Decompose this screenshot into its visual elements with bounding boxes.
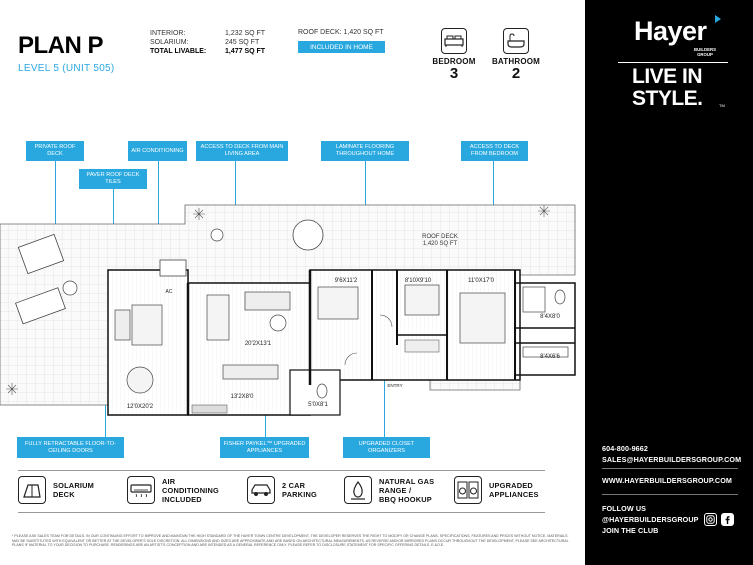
sales-email[interactable]: SALES@HAYERBUILDERSGROUP.COM (602, 455, 742, 464)
roof-deck-size: 1,420 SQ FT (422, 241, 458, 247)
callout-retractable-doors: FULLY RETRACTABLE FLOOR-TO-CEILING DOORS (17, 437, 124, 458)
area-value: 1,477 SQ FT (225, 48, 266, 55)
feature-text: PARKING (282, 490, 317, 499)
car-icon (247, 476, 275, 504)
brand-sub-line: GROUP (697, 52, 713, 57)
callout-closet: UPGRADED CLOSET ORGANIZERS (343, 437, 430, 458)
area-row-total (150, 47, 275, 56)
feature-text: UPGRADED (489, 481, 533, 490)
website-link[interactable]: WWW.HAYERBUILDERSGROUP.COM (602, 476, 732, 485)
included-badge: INCLUDED IN HOME (298, 41, 385, 53)
brand-sidebar (585, 0, 753, 565)
callout-access-main: ACCESS TO DECK FROM MAIN LIVING AREA (196, 141, 288, 161)
roof-deck-label: ROOF DECK (422, 234, 458, 240)
area-value: 245 SQ FT (225, 39, 260, 46)
callout-laminate: LAMINATE FLOORING THROUGHOUT HOME (321, 141, 409, 161)
feature-text: DECK (53, 490, 75, 499)
bedroom-count (431, 28, 477, 81)
social-handle[interactable]: @HAYERBUILDERSGROUP (602, 515, 699, 524)
feature-solarium (18, 476, 94, 504)
divider (602, 494, 738, 495)
area-label: INTERIOR: (150, 30, 186, 37)
area-label: TOTAL LIVABLE: (150, 48, 207, 55)
bedroom-3-dim: 11'0X17'0 (468, 278, 494, 284)
tagline-line-2: STYLE. (632, 87, 703, 110)
feature-text: 2 CAR (282, 481, 306, 490)
brand-sub-line: BUILDERS (694, 47, 716, 52)
living-dim: 20'2X13'1 (244, 341, 272, 347)
callout-private-roof-deck: PRIVATE ROOF DECK (26, 141, 84, 161)
club-link[interactable]: JOIN THE CLUB (602, 526, 659, 535)
disclaimer: * PLEASE ASK SALES TEAM FOR DETAILS. IN OUR CONTINUING EFFORT TO IMPROVE AND MAINTAIN THE HIGH STANDARD OF THE HAYER TOWN CENTRE DEVELOPMENT, THE DEVELOPER RESERVES THE RIGHT TO MODIFY OR CHANGE PLANS, SPECIFICATIONS, FEATURES AND PRICES WITHOUT NOTICE. MATERIALS MAY BE SUBSTITUTED WITH EQUIVALENT OR BETTER AT THE DEVELOPER'S SOLE DISCRETION. ALL DIMENSIONS AND SIZES ARE APPROXIMATE AND ARE BASED ON ARCHITECTURAL MEASUREMENTS. AS REVERSE AND/OR MIRRORED PLANS OCCUR THROUGHOUT THE DEVELOPMENT, PLEASE SEE ARCHITECTURAL PLANS IF MATERIAL TO YOUR DECISION TO PURCHASE. RENDERINGS ARE AN ARTIST'S CONCEPTION AND ARE INTENDED AS A GENERAL REFERENCE ONLY. PLEASE REFER TO DISCLOSURE STATEMENT FOR SPECIFIC OFFERING DETAILS. E.&O.E. (12, 534, 569, 547)
entry-label: ENTRY (387, 383, 403, 388)
solarium-icon (18, 476, 46, 504)
powder-dim: 5'0X8'1 (308, 402, 328, 408)
feature-gas-range (344, 476, 434, 504)
feature-text: APPLIANCES (489, 490, 539, 499)
bathroom-count (490, 28, 542, 81)
kitchen-dim: 13'2X8'0 (230, 394, 254, 400)
logo-triangle-icon (715, 15, 721, 23)
callout-air-conditioning: AIR CONDITIONING (128, 141, 187, 161)
bath-1-dim: 8'4X8'0 (540, 314, 560, 320)
feature-appliances (454, 476, 539, 504)
callout-paver-tiles: PAVER ROOF DECK TILES (79, 169, 147, 189)
unit-subtitle: LEVEL 5 (UNIT 505) (18, 63, 115, 74)
area-value: 1,232 SQ FT (225, 30, 266, 37)
bedroom-label: BEDROOM (432, 57, 476, 66)
feature-text: NATURAL GAS (379, 476, 435, 486)
bedroom-2-dim: 8'10X9'10 (404, 278, 432, 284)
area-row-solarium (150, 38, 275, 47)
instagram-icon[interactable] (704, 513, 717, 526)
bathroom-number: 2 (511, 65, 521, 82)
bath-2-dim: 8'4X6'6 (540, 354, 560, 360)
divider (602, 468, 738, 469)
floor-plan (0, 195, 585, 425)
facebook-icon[interactable] (721, 513, 734, 526)
bedroom-1-dim: 9'6X11'2 (334, 278, 358, 284)
bathtub-icon (503, 28, 529, 54)
plan-title: PLAN P (18, 32, 104, 59)
flame-icon (344, 476, 372, 504)
brand-subtitle (694, 47, 716, 57)
feature-text: RANGE / (379, 485, 412, 495)
tagline-line-1: LIVE IN (632, 65, 703, 88)
air-conditioner-icon (127, 476, 155, 504)
feature-air-conditioning (127, 476, 219, 504)
area-row-interior (150, 29, 275, 38)
ac-label: AC (165, 289, 173, 295)
feature-text: BBQ HOOKUP (379, 494, 432, 504)
bed-icon (441, 28, 467, 54)
trademark: TM (719, 103, 725, 108)
callout-access-bedroom: ACCESS TO DECK FROM BEDROOM (461, 141, 528, 161)
roof-deck-area: ROOF DECK: 1,420 SQ FT (298, 29, 384, 36)
follow-label: FOLLOW US (602, 504, 647, 513)
divider (618, 62, 728, 63)
callout-fisher-paykel: FISHER PAYKEL™ UPGRADED APPLIANCES (220, 437, 309, 458)
bathroom-label: BATHROOM (491, 57, 541, 66)
washer-icon (454, 476, 482, 504)
divider (18, 512, 545, 513)
area-table (150, 29, 275, 56)
feature-text: INCLUDED (162, 494, 202, 504)
brand-logo: Hayer (634, 16, 707, 46)
bedroom-number: 3 (449, 65, 459, 82)
feature-text: CONDITIONING (162, 485, 220, 495)
solarium-dim: 12'0X20'2 (126, 404, 154, 410)
feature-text: SOLARIUM (53, 481, 95, 490)
divider (18, 470, 545, 471)
feature-parking (247, 476, 317, 504)
area-label: SOLARIUM: (150, 39, 189, 46)
feature-text: AIR (162, 476, 176, 486)
phone-number[interactable]: 604-800-9662 (602, 444, 648, 453)
